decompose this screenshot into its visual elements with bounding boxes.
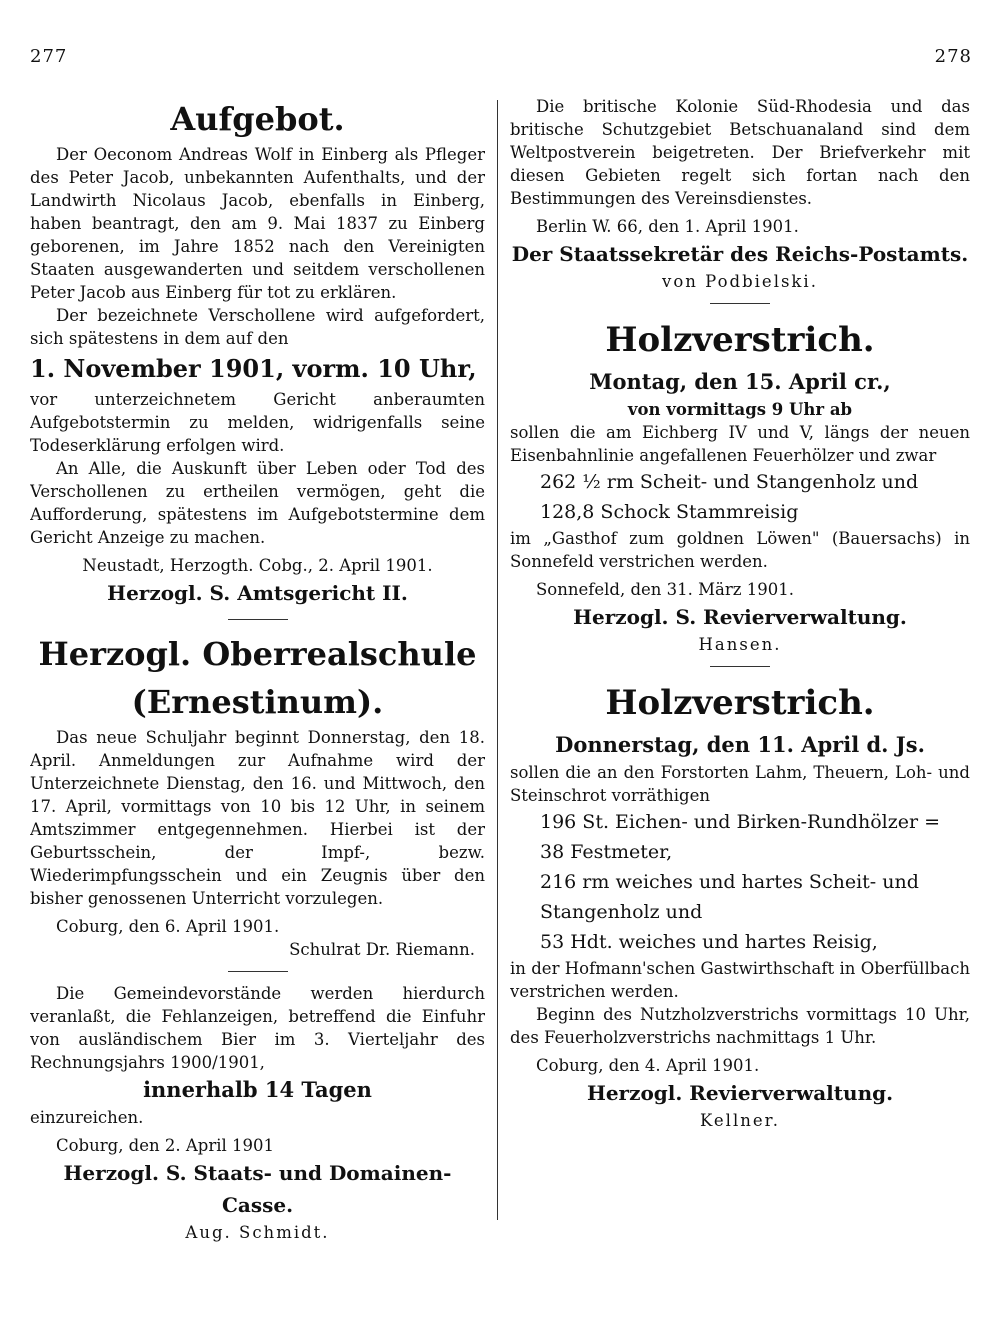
section-rule xyxy=(228,971,288,972)
notice-signature: Herzogl. S. Revierverwaltung. xyxy=(573,605,907,629)
notice-paragraph: im „Gasthof zum goldnen Löwen" (Bauersachs) in Sonnefeld verstrichen werden. xyxy=(510,529,970,571)
notice-holzverstrich-2 xyxy=(510,677,970,1132)
notice-holzverstrich-1 xyxy=(510,314,970,656)
notice-paragraph: vor unterzeichnetem Gericht anberaumten Aufgebotstermin zu melden, widrigenfalls seine Todeserklärung erfolgen wird. xyxy=(30,390,485,455)
notice-weltpostverein xyxy=(510,95,970,293)
notice-signature: Herzogl. S. Staats- und Domainen-Casse. xyxy=(63,1161,452,1217)
notice-paragraph: An Alle, die Auskunft über Leben oder Tod des Verschollenen zu ertheilen vermögen, geht die Aufforderung, spätestens im Aufgebotstermine dem Gericht Anzeige zu machen. xyxy=(30,459,485,547)
notice-time: von vormittags 9 Uhr ab xyxy=(627,400,853,419)
notice-signature: Der Staatssekretär des Reichs-Postamts. xyxy=(511,242,969,266)
notice-signatory: Kellner. xyxy=(700,1111,780,1130)
notice-gemeindevorstaende xyxy=(30,982,485,1244)
notice-signature: Schulrat Dr. Riemann. xyxy=(289,940,475,959)
notice-heading: Herzogl. Oberrealschule (Ernestinum). xyxy=(38,635,477,721)
notice-item: 128,8 Schock Stammreisig xyxy=(540,501,799,523)
notice-paragraph: Die Gemeindevorstände werden hierdurch veranlaßt, die Fehlanzeigen, betreffend die Einfuhr von ausländischem Bier im 3. Vierteljahr des Rechnungsjahrs 1900/1901, xyxy=(30,984,485,1072)
notice-place-date: Coburg, den 4. April 1901. xyxy=(536,1056,760,1075)
notice-paragraph: in der Hofmann'schen Gastwirthschaft in Oberfüllbach verstrichen werden. xyxy=(510,959,970,1001)
notice-paragraph: Der bezeichnete Verschollene wird aufgefordert, sich spätestens in dem auf den xyxy=(30,306,485,348)
notice-signature: Herzogl. S. Amtsgericht II. xyxy=(107,581,408,605)
notice-signatory: Hansen. xyxy=(698,635,782,654)
section-rule xyxy=(710,303,770,304)
notice-paragraph: sollen die am Eichberg IV und V, längs der neuen Eisenbahnlinie angefallenen Feuerhölzer und zwar xyxy=(510,423,970,465)
notice-place-date: Sonnefeld, den 31. März 1901. xyxy=(536,580,794,599)
notice-place-date: Berlin W. 66, den 1. April 1901. xyxy=(536,217,799,236)
notice-heading: Aufgebot. xyxy=(170,100,345,138)
section-rule xyxy=(228,619,288,620)
notice-heading: Holzverstrich. xyxy=(605,320,875,360)
notice-oberrealschule xyxy=(30,630,485,961)
notice-date: 1. November 1901, vorm. 10 Uhr, xyxy=(30,354,477,383)
notice-item: 216 rm weiches und hartes Scheit- und Stangenholz und xyxy=(540,871,919,923)
notice-signatory: von Podbielski. xyxy=(662,272,818,291)
right-column xyxy=(510,95,970,1132)
notice-paragraph: Beginn des Nutzholzverstrichs vormittags 10 Uhr, des Feuerholzverstrichs nachmittags 1 Uhr. xyxy=(510,1005,970,1047)
notice-signatory: Aug. Schmidt. xyxy=(185,1223,330,1242)
notice-date: Donnerstag, den 11. April d. Js. xyxy=(555,732,925,757)
notice-place-date: Neustadt, Herzogth. Cobg., 2. April 1901. xyxy=(82,556,433,575)
notice-paragraph: Das neue Schuljahr beginnt Donnerstag, den 18. April. Anmeldungen zur Aufnahme wird der Unterzeichnete Dienstag, den 16. und Mittwoch, den 17. April, vormittags von 10 bis 12 Uhr, in seinem Amtszimmer entgegennehmen. Hierbei ist der Geburtsschein, der Impf-, bezw. Wiederimpfungsschein und ein Zeugnis über den bisher genossenen Unterricht vorzulegen. xyxy=(30,728,485,908)
notice-heading: Holzverstrich. xyxy=(605,683,875,723)
column-divider xyxy=(497,100,498,1220)
left-column xyxy=(30,95,485,1244)
notice-deadline: innerhalb 14 Tagen xyxy=(143,1077,372,1102)
notice-place-date: Coburg, den 6. April 1901. xyxy=(56,917,280,936)
notice-item: 53 Hdt. weiches und hartes Reisig, xyxy=(540,931,878,953)
section-rule xyxy=(710,666,770,667)
page-number-right: 278 xyxy=(934,46,972,67)
notice-item: 262 ½ rm Scheit- und Stangenholz und xyxy=(540,471,919,493)
notice-paragraph: einzureichen. xyxy=(30,1108,144,1127)
notice-paragraph: Der Oeconom Andreas Wolf in Einberg als Pfleger des Peter Jacob, unbekannten Aufenthalts, und der Landwirth Nicolaus Jacob, ebenfalls in Einberg, haben beantragt, den am 9. Mai 1837 zu Einberg geborenen, im Jahre 1852 nach den Vereinigten Staaten ausgewanderten und seitdem verschollenen Peter Jacob aus Einberg für tot zu erklären. xyxy=(30,145,485,302)
notice-paragraph: Die britische Kolonie Süd-Rhodesia und das britische Schutzgebiet Betschuanaland sind dem Weltpostverein beigetreten. Der Briefverkehr mit diesen Gebieten regelt sich fortan nach den Bestimmungen des Vereinsdienstes. xyxy=(510,97,970,208)
notice-item: 196 St. Eichen- und Birken-Rundhölzer = 38 Festmeter, xyxy=(540,811,941,863)
notice-paragraph: sollen die an den Forstorten Lahm, Theuern, Loh- und Steinschrot vorräthigen xyxy=(510,763,970,805)
notice-date: Montag, den 15. April cr., xyxy=(589,369,891,394)
notice-aufgebot xyxy=(30,95,485,609)
page-number-left: 277 xyxy=(30,46,68,67)
notice-signature: Herzogl. Revierverwaltung. xyxy=(586,1081,894,1105)
notice-place-date: Coburg, den 2. April 1901 xyxy=(56,1136,275,1155)
